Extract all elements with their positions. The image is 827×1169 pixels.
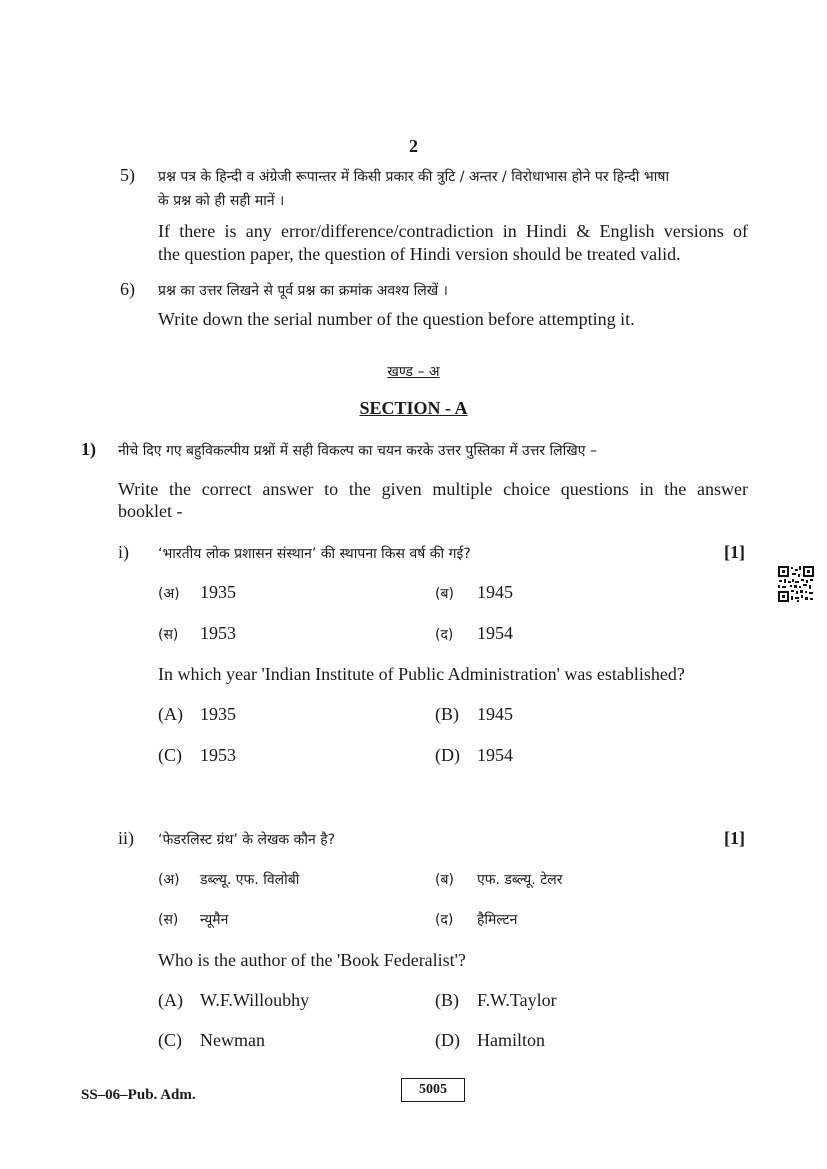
- option-c-hindi: [158, 623, 236, 644]
- option-d-hindi: [435, 910, 517, 929]
- option-label: (अ): [158, 872, 180, 888]
- option-label: (ब): [435, 872, 454, 888]
- option-text: 1945: [477, 704, 513, 724]
- subquestion-english-text: Who is the author of the 'Book Federalist'?: [158, 950, 466, 970]
- instruction-english-line: the question paper, the question of Hindi version should be treated valid.: [158, 244, 681, 264]
- page-number: 2: [409, 136, 418, 156]
- option-text: 1953: [200, 623, 236, 643]
- option-b-english: [435, 704, 513, 725]
- option-text: Newman: [200, 1030, 265, 1050]
- option-label: (A): [158, 990, 183, 1010]
- option-b-english: [435, 990, 557, 1011]
- instruction-hindi-line: के प्रश्न को ही सही मानें ।: [158, 193, 285, 209]
- marks-badge: [1]: [724, 542, 745, 562]
- question-english-instruction: Write the correct answer to the given multiple choice questions in the answer: [118, 479, 748, 499]
- option-a-hindi: [158, 582, 236, 603]
- option-label: (B): [435, 990, 459, 1010]
- subquestion-hindi-text: ‘फेडरलिस्ट ग्रंथ’ के लेखक कौन है?: [158, 832, 336, 848]
- option-label: (C): [158, 745, 182, 765]
- subject-code: SS–06–Pub. Adm.: [81, 1087, 196, 1103]
- option-text: 1935: [200, 704, 236, 724]
- option-c-english: [158, 1030, 265, 1051]
- question-number: 1): [81, 439, 96, 459]
- option-text: Hamilton: [477, 1030, 545, 1050]
- option-label: (A): [158, 704, 183, 724]
- option-text: हैमिल्टन: [477, 912, 518, 928]
- paper-code-box: 5005: [401, 1078, 465, 1102]
- section-heading-hindi: खण्ड – अ: [387, 364, 440, 380]
- instruction-english-line: If there is any error/difference/contradiction in Hindi & English versions of: [158, 221, 748, 241]
- subquestion-number: ii): [118, 828, 134, 848]
- option-text: 1954: [477, 623, 513, 643]
- option-text: एफ. डब्ल्यू. टेलर: [477, 872, 563, 888]
- option-d-english: [435, 1030, 545, 1051]
- option-text: W.F.Willoubhy: [200, 990, 310, 1010]
- subquestion-english-text: In which year 'Indian Institute of Public Administration' was established?: [158, 664, 685, 684]
- option-a-hindi: [158, 870, 299, 889]
- option-d-hindi: [435, 623, 513, 644]
- option-d-english: [435, 745, 513, 766]
- section-heading-english: SECTION - A: [359, 398, 468, 418]
- instruction-number: 6): [120, 279, 135, 299]
- option-a-english: [158, 990, 309, 1011]
- instruction-number: 5): [120, 165, 135, 185]
- option-b-hindi: [435, 870, 562, 889]
- option-c-english: [158, 745, 236, 766]
- option-label: (द): [435, 627, 454, 643]
- question-hindi-instruction: नीचे दिए गए बहुविकल्पीय प्रश्नों में सही विकल्प का चयन करके उत्तर पुस्तिका में उत्तर लिखिए –: [118, 443, 597, 459]
- option-text: 1935: [200, 582, 236, 602]
- option-label: (D): [435, 745, 460, 765]
- option-b-hindi: [435, 582, 513, 603]
- option-label: (D): [435, 1030, 460, 1050]
- option-text: न्यूमैन: [200, 912, 229, 928]
- instruction-english-line: Write down the serial number of the question before attempting it.: [158, 309, 635, 329]
- option-label: (अ): [158, 586, 180, 602]
- subquestion-number: i): [118, 542, 129, 562]
- option-label: (ब): [435, 586, 454, 602]
- option-text: डब्ल्यू. एफ. विलोबी: [200, 872, 300, 888]
- marks-badge: [1]: [724, 828, 745, 848]
- option-label: (द): [435, 912, 454, 928]
- question-english-instruction: booklet -: [118, 501, 183, 521]
- option-label: (B): [435, 704, 459, 724]
- option-label: (स): [158, 912, 179, 928]
- option-text: 1945: [477, 582, 513, 602]
- option-text: F.W.Taylor: [477, 990, 557, 1010]
- option-text: 1954: [477, 745, 513, 765]
- subquestion-hindi-text: ‘भारतीय लोक प्रशासन संस्थान’ की स्थापना किस वर्ष की गई?: [158, 546, 471, 562]
- option-label: (स): [158, 627, 179, 643]
- instruction-hindi-line: प्रश्न का उत्तर लिखने से पूर्व प्रश्न का क्रमांक अवश्य लिखें ।: [158, 283, 448, 299]
- instruction-hindi-line: प्रश्न पत्र के हिन्दी व अंग्रेजी रूपान्तर में किसी प्रकार की त्रुटि / अन्तर / विरोधाभास होने पर हिन्दी भाषा: [158, 169, 670, 185]
- option-a-english: [158, 704, 236, 725]
- option-label: (C): [158, 1030, 182, 1050]
- qr-code-icon: [777, 565, 815, 603]
- option-text: 1953: [200, 745, 236, 765]
- option-c-hindi: [158, 910, 228, 929]
